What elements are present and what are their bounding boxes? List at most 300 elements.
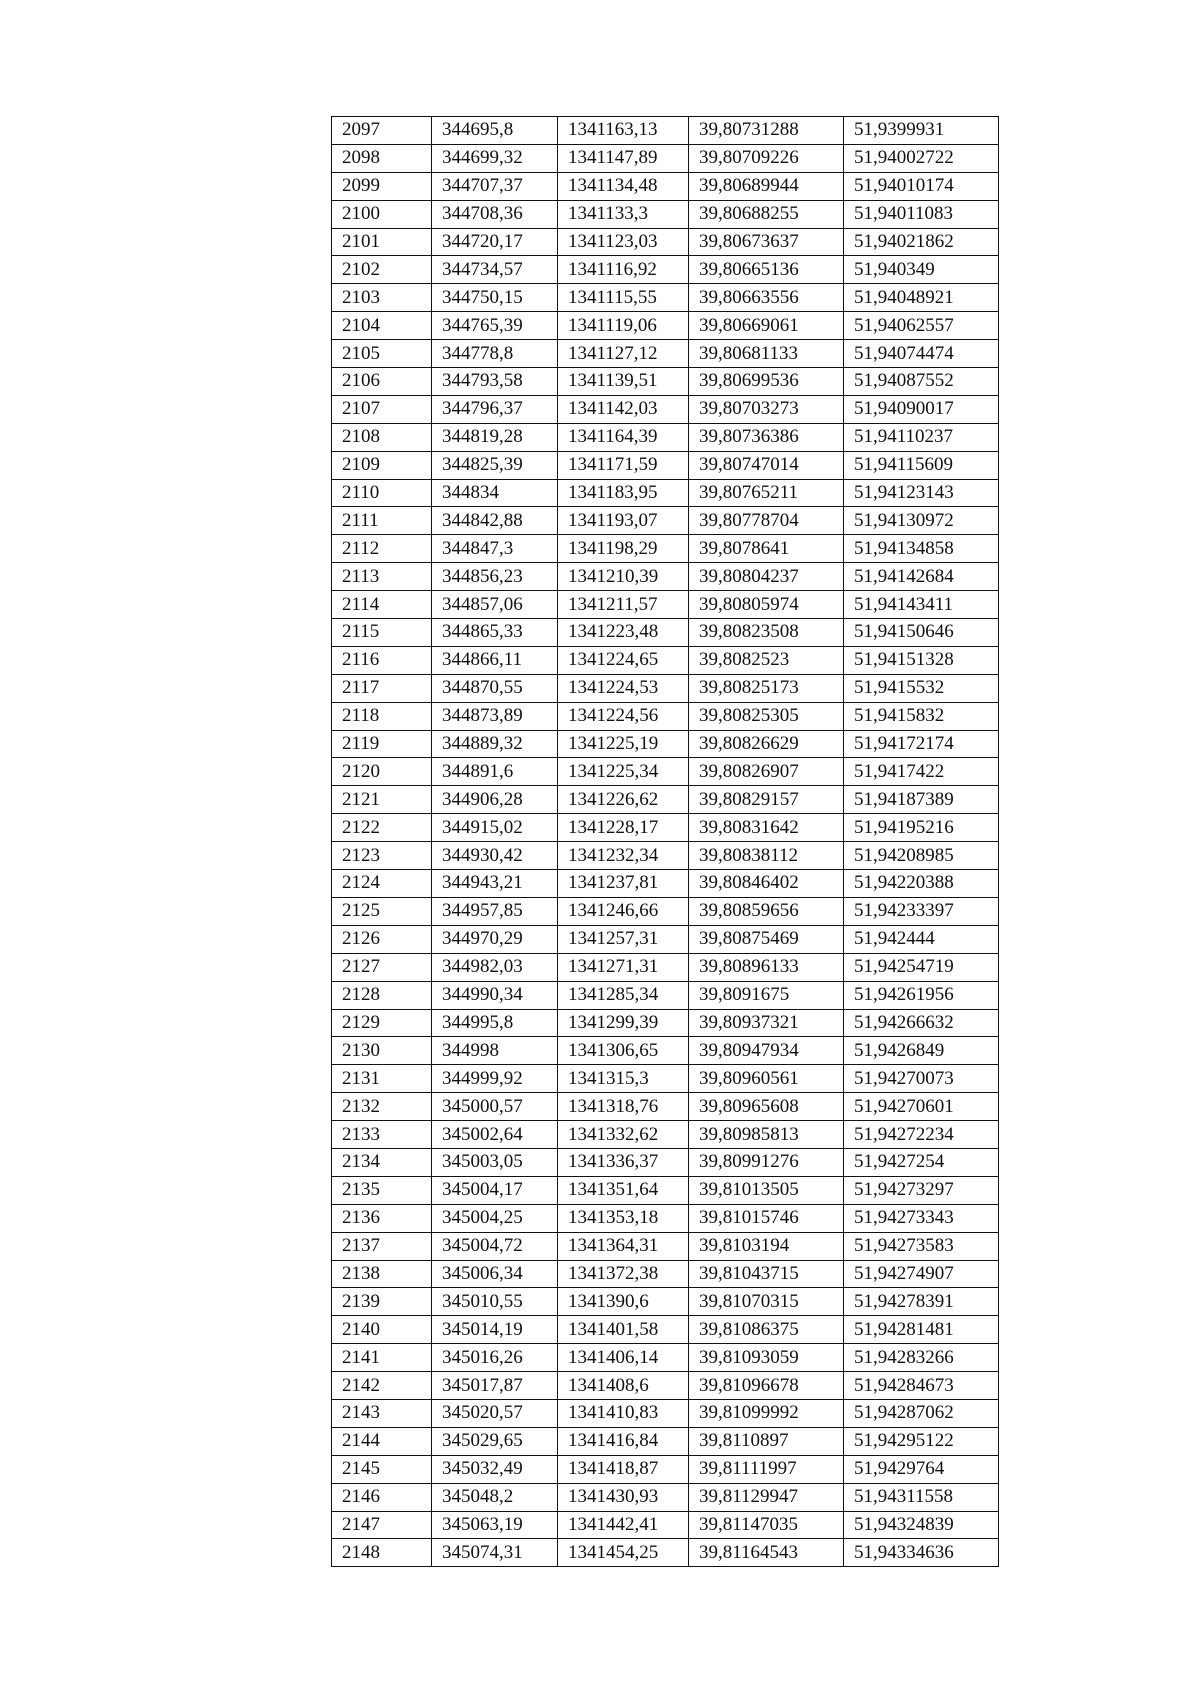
x-coordinate-cell: 345006,34 bbox=[432, 1260, 558, 1288]
y-coordinate-cell: 1341237,81 bbox=[558, 870, 689, 898]
x-coordinate-cell: 344873,89 bbox=[432, 702, 558, 730]
longitude-cell: 51,94261956 bbox=[844, 981, 999, 1009]
y-coordinate-cell: 1341116,92 bbox=[558, 256, 689, 284]
point-number-cell: 2119 bbox=[332, 730, 432, 758]
y-coordinate-cell: 1341171,59 bbox=[558, 451, 689, 479]
point-number-cell: 2113 bbox=[332, 563, 432, 591]
longitude-cell: 51,9399931 bbox=[844, 117, 999, 145]
x-coordinate-cell: 344793,58 bbox=[432, 368, 558, 396]
y-coordinate-cell: 1341198,29 bbox=[558, 535, 689, 563]
longitude-cell: 51,94087552 bbox=[844, 368, 999, 396]
point-number-cell: 2104 bbox=[332, 312, 432, 340]
longitude-cell: 51,94187389 bbox=[844, 786, 999, 814]
point-number-cell: 2098 bbox=[332, 144, 432, 172]
y-coordinate-cell: 1341183,95 bbox=[558, 479, 689, 507]
x-coordinate-cell: 345032,49 bbox=[432, 1455, 558, 1483]
y-coordinate-cell: 1341133,3 bbox=[558, 200, 689, 228]
table-row bbox=[332, 423, 999, 451]
point-number-cell: 2128 bbox=[332, 981, 432, 1009]
x-coordinate-cell: 345048,2 bbox=[432, 1483, 558, 1511]
longitude-cell: 51,94150646 bbox=[844, 619, 999, 647]
table-row bbox=[332, 535, 999, 563]
longitude-cell: 51,94273297 bbox=[844, 1176, 999, 1204]
table-row bbox=[332, 758, 999, 786]
y-coordinate-cell: 1341228,17 bbox=[558, 814, 689, 842]
longitude-cell: 51,94010174 bbox=[844, 172, 999, 200]
longitude-cell: 51,94324839 bbox=[844, 1511, 999, 1539]
longitude-cell: 51,94266632 bbox=[844, 1009, 999, 1037]
point-number-cell: 2142 bbox=[332, 1372, 432, 1400]
longitude-cell: 51,94123143 bbox=[844, 479, 999, 507]
point-number-cell: 2123 bbox=[332, 842, 432, 870]
table-row bbox=[332, 1539, 999, 1567]
longitude-cell: 51,94220388 bbox=[844, 870, 999, 898]
table-row bbox=[332, 591, 999, 619]
table-row bbox=[332, 646, 999, 674]
x-coordinate-cell: 344999,92 bbox=[432, 1065, 558, 1093]
y-coordinate-cell: 1341224,53 bbox=[558, 674, 689, 702]
latitude-cell: 39,8091675 bbox=[689, 981, 844, 1009]
table-row bbox=[332, 619, 999, 647]
point-number-cell: 2131 bbox=[332, 1065, 432, 1093]
point-number-cell: 2097 bbox=[332, 117, 432, 145]
point-number-cell: 2122 bbox=[332, 814, 432, 842]
point-number-cell: 2100 bbox=[332, 200, 432, 228]
table-row bbox=[332, 479, 999, 507]
y-coordinate-cell: 1341119,06 bbox=[558, 312, 689, 340]
latitude-cell: 39,80823508 bbox=[689, 619, 844, 647]
table-row bbox=[332, 981, 999, 1009]
x-coordinate-cell: 344957,85 bbox=[432, 897, 558, 925]
table-row bbox=[332, 1372, 999, 1400]
table-row bbox=[332, 228, 999, 256]
longitude-cell: 51,94002722 bbox=[844, 144, 999, 172]
x-coordinate-cell: 345063,19 bbox=[432, 1511, 558, 1539]
table-row bbox=[332, 1093, 999, 1121]
latitude-cell: 39,80991276 bbox=[689, 1148, 844, 1176]
latitude-cell: 39,8110897 bbox=[689, 1427, 844, 1455]
latitude-cell: 39,81086375 bbox=[689, 1316, 844, 1344]
table-row bbox=[332, 842, 999, 870]
point-number-cell: 2102 bbox=[332, 256, 432, 284]
latitude-cell: 39,80688255 bbox=[689, 200, 844, 228]
table-row bbox=[332, 674, 999, 702]
longitude-cell: 51,94048921 bbox=[844, 284, 999, 312]
longitude-cell: 51,94110237 bbox=[844, 423, 999, 451]
longitude-cell: 51,94278391 bbox=[844, 1288, 999, 1316]
latitude-cell: 39,80846402 bbox=[689, 870, 844, 898]
x-coordinate-cell: 344750,15 bbox=[432, 284, 558, 312]
y-coordinate-cell: 1341225,19 bbox=[558, 730, 689, 758]
y-coordinate-cell: 1341147,89 bbox=[558, 144, 689, 172]
table-row bbox=[332, 702, 999, 730]
latitude-cell: 39,80736386 bbox=[689, 423, 844, 451]
longitude-cell: 51,94273583 bbox=[844, 1232, 999, 1260]
longitude-cell: 51,94272234 bbox=[844, 1121, 999, 1149]
latitude-cell: 39,80825173 bbox=[689, 674, 844, 702]
y-coordinate-cell: 1341224,56 bbox=[558, 702, 689, 730]
latitude-cell: 39,80805974 bbox=[689, 591, 844, 619]
point-number-cell: 2101 bbox=[332, 228, 432, 256]
point-number-cell: 2137 bbox=[332, 1232, 432, 1260]
table-row bbox=[332, 284, 999, 312]
x-coordinate-cell: 345014,19 bbox=[432, 1316, 558, 1344]
longitude-cell: 51,94172174 bbox=[844, 730, 999, 758]
point-number-cell: 2146 bbox=[332, 1483, 432, 1511]
table-row bbox=[332, 1232, 999, 1260]
x-coordinate-cell: 344734,57 bbox=[432, 256, 558, 284]
x-coordinate-cell: 344865,33 bbox=[432, 619, 558, 647]
x-coordinate-cell: 344866,11 bbox=[432, 646, 558, 674]
longitude-cell: 51,94074474 bbox=[844, 340, 999, 368]
x-coordinate-cell: 344842,88 bbox=[432, 507, 558, 535]
y-coordinate-cell: 1341224,65 bbox=[558, 646, 689, 674]
y-coordinate-cell: 1341336,37 bbox=[558, 1148, 689, 1176]
coordinates-table-body bbox=[332, 117, 999, 1567]
x-coordinate-cell: 344707,37 bbox=[432, 172, 558, 200]
x-coordinate-cell: 344906,28 bbox=[432, 786, 558, 814]
y-coordinate-cell: 1341139,51 bbox=[558, 368, 689, 396]
latitude-cell: 39,80831642 bbox=[689, 814, 844, 842]
y-coordinate-cell: 1341351,64 bbox=[558, 1176, 689, 1204]
y-coordinate-cell: 1341418,87 bbox=[558, 1455, 689, 1483]
x-coordinate-cell: 344990,34 bbox=[432, 981, 558, 1009]
y-coordinate-cell: 1341410,83 bbox=[558, 1399, 689, 1427]
y-coordinate-cell: 1341246,66 bbox=[558, 897, 689, 925]
point-number-cell: 2121 bbox=[332, 786, 432, 814]
point-number-cell: 2143 bbox=[332, 1399, 432, 1427]
x-coordinate-cell: 344857,06 bbox=[432, 591, 558, 619]
latitude-cell: 39,80669061 bbox=[689, 312, 844, 340]
y-coordinate-cell: 1341193,07 bbox=[558, 507, 689, 535]
latitude-cell: 39,81164543 bbox=[689, 1539, 844, 1567]
y-coordinate-cell: 1341257,31 bbox=[558, 925, 689, 953]
table-row bbox=[332, 256, 999, 284]
x-coordinate-cell: 345002,64 bbox=[432, 1121, 558, 1149]
latitude-cell: 39,8078641 bbox=[689, 535, 844, 563]
longitude-cell: 51,94134858 bbox=[844, 535, 999, 563]
x-coordinate-cell: 344982,03 bbox=[432, 953, 558, 981]
table-row bbox=[332, 1260, 999, 1288]
x-coordinate-cell: 344819,28 bbox=[432, 423, 558, 451]
point-number-cell: 2130 bbox=[332, 1037, 432, 1065]
longitude-cell: 51,9426849 bbox=[844, 1037, 999, 1065]
latitude-cell: 39,80960561 bbox=[689, 1065, 844, 1093]
y-coordinate-cell: 1341318,76 bbox=[558, 1093, 689, 1121]
table-row bbox=[332, 925, 999, 953]
point-number-cell: 2139 bbox=[332, 1288, 432, 1316]
longitude-cell: 51,94195216 bbox=[844, 814, 999, 842]
longitude-cell: 51,94151328 bbox=[844, 646, 999, 674]
point-number-cell: 2140 bbox=[332, 1316, 432, 1344]
x-coordinate-cell: 344995,8 bbox=[432, 1009, 558, 1037]
table-row bbox=[332, 1037, 999, 1065]
y-coordinate-cell: 1341353,18 bbox=[558, 1204, 689, 1232]
longitude-cell: 51,9415832 bbox=[844, 702, 999, 730]
table-row bbox=[332, 1288, 999, 1316]
table-row bbox=[332, 1121, 999, 1149]
table-row bbox=[332, 1316, 999, 1344]
table-row bbox=[332, 870, 999, 898]
latitude-cell: 39,80965608 bbox=[689, 1093, 844, 1121]
longitude-cell: 51,940349 bbox=[844, 256, 999, 284]
y-coordinate-cell: 1341164,39 bbox=[558, 423, 689, 451]
point-number-cell: 2107 bbox=[332, 395, 432, 423]
x-coordinate-cell: 344891,6 bbox=[432, 758, 558, 786]
table-row bbox=[332, 1009, 999, 1037]
latitude-cell: 39,81099992 bbox=[689, 1399, 844, 1427]
y-coordinate-cell: 1341401,58 bbox=[558, 1316, 689, 1344]
latitude-cell: 39,80947934 bbox=[689, 1037, 844, 1065]
latitude-cell: 39,81129947 bbox=[689, 1483, 844, 1511]
latitude-cell: 39,80804237 bbox=[689, 563, 844, 591]
point-number-cell: 2116 bbox=[332, 646, 432, 674]
longitude-cell: 51,94142684 bbox=[844, 563, 999, 591]
longitude-cell: 51,94270601 bbox=[844, 1093, 999, 1121]
latitude-cell: 39,81013505 bbox=[689, 1176, 844, 1204]
point-number-cell: 2145 bbox=[332, 1455, 432, 1483]
latitude-cell: 39,80826629 bbox=[689, 730, 844, 758]
table-row bbox=[332, 1399, 999, 1427]
longitude-cell: 51,94273343 bbox=[844, 1204, 999, 1232]
latitude-cell: 39,81043715 bbox=[689, 1260, 844, 1288]
y-coordinate-cell: 1341115,55 bbox=[558, 284, 689, 312]
point-number-cell: 2148 bbox=[332, 1539, 432, 1567]
table-row bbox=[332, 200, 999, 228]
longitude-cell: 51,9417422 bbox=[844, 758, 999, 786]
point-number-cell: 2141 bbox=[332, 1344, 432, 1372]
point-number-cell: 2133 bbox=[332, 1121, 432, 1149]
longitude-cell: 51,94295122 bbox=[844, 1427, 999, 1455]
latitude-cell: 39,80665136 bbox=[689, 256, 844, 284]
y-coordinate-cell: 1341211,57 bbox=[558, 591, 689, 619]
x-coordinate-cell: 344765,39 bbox=[432, 312, 558, 340]
table-row bbox=[332, 953, 999, 981]
longitude-cell: 51,94062557 bbox=[844, 312, 999, 340]
y-coordinate-cell: 1341416,84 bbox=[558, 1427, 689, 1455]
longitude-cell: 51,94287062 bbox=[844, 1399, 999, 1427]
longitude-cell: 51,94021862 bbox=[844, 228, 999, 256]
x-coordinate-cell: 344720,17 bbox=[432, 228, 558, 256]
table-row bbox=[332, 1204, 999, 1232]
longitude-cell: 51,942444 bbox=[844, 925, 999, 953]
y-coordinate-cell: 1341408,6 bbox=[558, 1372, 689, 1400]
point-number-cell: 2144 bbox=[332, 1427, 432, 1455]
latitude-cell: 39,8082523 bbox=[689, 646, 844, 674]
x-coordinate-cell: 345003,05 bbox=[432, 1148, 558, 1176]
y-coordinate-cell: 1341430,93 bbox=[558, 1483, 689, 1511]
longitude-cell: 51,94270073 bbox=[844, 1065, 999, 1093]
longitude-cell: 51,94274907 bbox=[844, 1260, 999, 1288]
point-number-cell: 2136 bbox=[332, 1204, 432, 1232]
point-number-cell: 2117 bbox=[332, 674, 432, 702]
x-coordinate-cell: 344856,23 bbox=[432, 563, 558, 591]
longitude-cell: 51,94284673 bbox=[844, 1372, 999, 1400]
point-number-cell: 2120 bbox=[332, 758, 432, 786]
latitude-cell: 39,81093059 bbox=[689, 1344, 844, 1372]
x-coordinate-cell: 344847,3 bbox=[432, 535, 558, 563]
latitude-cell: 39,80985813 bbox=[689, 1121, 844, 1149]
latitude-cell: 39,80699536 bbox=[689, 368, 844, 396]
latitude-cell: 39,80778704 bbox=[689, 507, 844, 535]
table-row bbox=[332, 1148, 999, 1176]
point-number-cell: 2108 bbox=[332, 423, 432, 451]
latitude-cell: 39,80829157 bbox=[689, 786, 844, 814]
longitude-cell: 51,94011083 bbox=[844, 200, 999, 228]
x-coordinate-cell: 345010,55 bbox=[432, 1288, 558, 1316]
point-number-cell: 2099 bbox=[332, 172, 432, 200]
x-coordinate-cell: 344796,37 bbox=[432, 395, 558, 423]
latitude-cell: 39,80765211 bbox=[689, 479, 844, 507]
latitude-cell: 39,81111997 bbox=[689, 1455, 844, 1483]
point-number-cell: 2132 bbox=[332, 1093, 432, 1121]
y-coordinate-cell: 1341442,41 bbox=[558, 1511, 689, 1539]
x-coordinate-cell: 344870,55 bbox=[432, 674, 558, 702]
table-row bbox=[332, 1455, 999, 1483]
latitude-cell: 39,81070315 bbox=[689, 1288, 844, 1316]
table-row bbox=[332, 1065, 999, 1093]
table-row bbox=[332, 117, 999, 145]
latitude-cell: 39,80826907 bbox=[689, 758, 844, 786]
longitude-cell: 51,94281481 bbox=[844, 1316, 999, 1344]
table-row bbox=[332, 1427, 999, 1455]
longitude-cell: 51,94208985 bbox=[844, 842, 999, 870]
latitude-cell: 39,80673637 bbox=[689, 228, 844, 256]
x-coordinate-cell: 344834 bbox=[432, 479, 558, 507]
latitude-cell: 39,8103194 bbox=[689, 1232, 844, 1260]
y-coordinate-cell: 1341225,34 bbox=[558, 758, 689, 786]
point-number-cell: 2138 bbox=[332, 1260, 432, 1288]
longitude-cell: 51,94115609 bbox=[844, 451, 999, 479]
point-number-cell: 2129 bbox=[332, 1009, 432, 1037]
point-number-cell: 2110 bbox=[332, 479, 432, 507]
latitude-cell: 39,80747014 bbox=[689, 451, 844, 479]
point-number-cell: 2125 bbox=[332, 897, 432, 925]
y-coordinate-cell: 1341306,65 bbox=[558, 1037, 689, 1065]
latitude-cell: 39,81096678 bbox=[689, 1372, 844, 1400]
x-coordinate-cell: 345029,65 bbox=[432, 1427, 558, 1455]
y-coordinate-cell: 1341285,34 bbox=[558, 981, 689, 1009]
point-number-cell: 2135 bbox=[332, 1176, 432, 1204]
longitude-cell: 51,94143411 bbox=[844, 591, 999, 619]
latitude-cell: 39,80731288 bbox=[689, 117, 844, 145]
point-number-cell: 2124 bbox=[332, 870, 432, 898]
table-row bbox=[332, 395, 999, 423]
x-coordinate-cell: 344695,8 bbox=[432, 117, 558, 145]
x-coordinate-cell: 344998 bbox=[432, 1037, 558, 1065]
point-number-cell: 2111 bbox=[332, 507, 432, 535]
y-coordinate-cell: 1341315,3 bbox=[558, 1065, 689, 1093]
y-coordinate-cell: 1341454,25 bbox=[558, 1539, 689, 1567]
y-coordinate-cell: 1341223,48 bbox=[558, 619, 689, 647]
x-coordinate-cell: 345004,25 bbox=[432, 1204, 558, 1232]
y-coordinate-cell: 1341372,38 bbox=[558, 1260, 689, 1288]
table-row bbox=[332, 172, 999, 200]
point-number-cell: 2106 bbox=[332, 368, 432, 396]
latitude-cell: 39,80681133 bbox=[689, 340, 844, 368]
longitude-cell: 51,94254719 bbox=[844, 953, 999, 981]
latitude-cell: 39,80709226 bbox=[689, 144, 844, 172]
x-coordinate-cell: 344915,02 bbox=[432, 814, 558, 842]
longitude-cell: 51,94311558 bbox=[844, 1483, 999, 1511]
latitude-cell: 39,80937321 bbox=[689, 1009, 844, 1037]
x-coordinate-cell: 345016,26 bbox=[432, 1344, 558, 1372]
point-number-cell: 2147 bbox=[332, 1511, 432, 1539]
x-coordinate-cell: 345017,87 bbox=[432, 1372, 558, 1400]
table-row bbox=[332, 507, 999, 535]
x-coordinate-cell: 345004,17 bbox=[432, 1176, 558, 1204]
y-coordinate-cell: 1341232,34 bbox=[558, 842, 689, 870]
x-coordinate-cell: 344930,42 bbox=[432, 842, 558, 870]
point-number-cell: 2109 bbox=[332, 451, 432, 479]
y-coordinate-cell: 1341127,12 bbox=[558, 340, 689, 368]
point-number-cell: 2118 bbox=[332, 702, 432, 730]
x-coordinate-cell: 344708,36 bbox=[432, 200, 558, 228]
table-row bbox=[332, 786, 999, 814]
longitude-cell: 51,9427254 bbox=[844, 1148, 999, 1176]
y-coordinate-cell: 1341163,13 bbox=[558, 117, 689, 145]
table-row bbox=[332, 312, 999, 340]
x-coordinate-cell: 345000,57 bbox=[432, 1093, 558, 1121]
y-coordinate-cell: 1341390,6 bbox=[558, 1288, 689, 1316]
longitude-cell: 51,94130972 bbox=[844, 507, 999, 535]
x-coordinate-cell: 345074,31 bbox=[432, 1539, 558, 1567]
y-coordinate-cell: 1341332,62 bbox=[558, 1121, 689, 1149]
table-row bbox=[332, 144, 999, 172]
table-row bbox=[332, 340, 999, 368]
longitude-cell: 51,9429764 bbox=[844, 1455, 999, 1483]
latitude-cell: 39,80838112 bbox=[689, 842, 844, 870]
latitude-cell: 39,80663556 bbox=[689, 284, 844, 312]
latitude-cell: 39,80825305 bbox=[689, 702, 844, 730]
table-row bbox=[332, 368, 999, 396]
y-coordinate-cell: 1341299,39 bbox=[558, 1009, 689, 1037]
y-coordinate-cell: 1341271,31 bbox=[558, 953, 689, 981]
y-coordinate-cell: 1341142,03 bbox=[558, 395, 689, 423]
latitude-cell: 39,80859656 bbox=[689, 897, 844, 925]
longitude-cell: 51,94283266 bbox=[844, 1344, 999, 1372]
point-number-cell: 2134 bbox=[332, 1148, 432, 1176]
point-number-cell: 2103 bbox=[332, 284, 432, 312]
point-number-cell: 2112 bbox=[332, 535, 432, 563]
x-coordinate-cell: 344943,21 bbox=[432, 870, 558, 898]
longitude-cell: 51,94334636 bbox=[844, 1539, 999, 1567]
x-coordinate-cell: 344825,39 bbox=[432, 451, 558, 479]
table-row bbox=[332, 1511, 999, 1539]
table-row bbox=[332, 451, 999, 479]
point-number-cell: 2114 bbox=[332, 591, 432, 619]
latitude-cell: 39,80703273 bbox=[689, 395, 844, 423]
longitude-cell: 51,9415532 bbox=[844, 674, 999, 702]
table-row bbox=[332, 1344, 999, 1372]
x-coordinate-cell: 345020,57 bbox=[432, 1399, 558, 1427]
coordinates-table bbox=[331, 116, 999, 1567]
x-coordinate-cell: 344970,29 bbox=[432, 925, 558, 953]
y-coordinate-cell: 1341123,03 bbox=[558, 228, 689, 256]
point-number-cell: 2115 bbox=[332, 619, 432, 647]
longitude-cell: 51,94233397 bbox=[844, 897, 999, 925]
y-coordinate-cell: 1341226,62 bbox=[558, 786, 689, 814]
table-row bbox=[332, 897, 999, 925]
longitude-cell: 51,94090017 bbox=[844, 395, 999, 423]
table-row bbox=[332, 730, 999, 758]
table-row bbox=[332, 1176, 999, 1204]
latitude-cell: 39,81147035 bbox=[689, 1511, 844, 1539]
latitude-cell: 39,80875469 bbox=[689, 925, 844, 953]
y-coordinate-cell: 1341364,31 bbox=[558, 1232, 689, 1260]
latitude-cell: 39,80689944 bbox=[689, 172, 844, 200]
x-coordinate-cell: 344778,8 bbox=[432, 340, 558, 368]
